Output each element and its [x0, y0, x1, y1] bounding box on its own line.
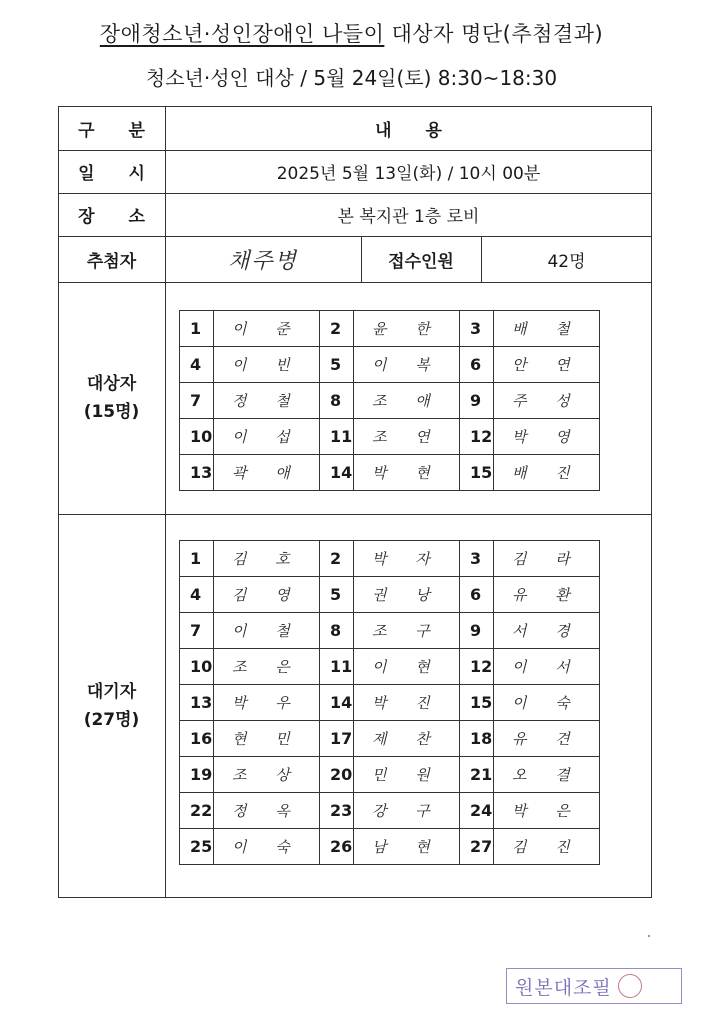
table-row: [180, 541, 600, 577]
entry-number: 6: [460, 577, 494, 613]
entry-number: 24: [460, 793, 494, 829]
entry-number: 3: [460, 311, 494, 347]
entry-name: 박 현: [354, 455, 460, 491]
entry-name: 조 애: [354, 383, 460, 419]
selected-count: (15명): [83, 402, 140, 422]
table-row: [180, 347, 600, 383]
document-title: [0, 18, 703, 48]
entry-number: 22: [180, 793, 214, 829]
entry-number: 20: [320, 757, 354, 793]
waiting-count: (27명): [83, 710, 140, 730]
entry-number: 17: [320, 721, 354, 757]
entry-name: 윤 한: [354, 311, 460, 347]
datetime-label: 일 시: [78, 164, 159, 184]
entry-number: 21: [460, 757, 494, 793]
table-row: [180, 721, 600, 757]
entry-name: 박 자: [354, 541, 460, 577]
table-row: [180, 311, 600, 347]
selected-table: [179, 310, 600, 491]
place-value: 본 복지관 1층 로비: [337, 207, 480, 227]
entry-name: 박 진: [354, 685, 460, 721]
table-row: [180, 685, 600, 721]
entry-name: 안 연: [494, 347, 600, 383]
entry-number: 1: [180, 311, 214, 347]
entry-name: 이 섭: [214, 419, 320, 455]
entry-name: 배 철: [494, 311, 600, 347]
title-suffix: 대상자 명단(추첨결과): [391, 22, 604, 46]
entry-number: 16: [180, 721, 214, 757]
place-label: 장 소: [78, 207, 159, 227]
entry-number: 14: [320, 685, 354, 721]
entry-name: 정 옥: [214, 793, 320, 829]
category-label: 구 분: [78, 120, 159, 141]
entry-number: 1: [180, 541, 214, 577]
entry-name: 이 철: [214, 613, 320, 649]
table-row: [180, 757, 600, 793]
entry-number: 7: [180, 383, 214, 419]
entry-number: 18: [460, 721, 494, 757]
waiting-label: [58, 514, 165, 898]
entry-number: 9: [460, 613, 494, 649]
drawer-signature: 채주병: [228, 248, 298, 274]
entry-name: 제 찬: [354, 721, 460, 757]
entry-name: 이 현: [354, 649, 460, 685]
table-row: [180, 419, 600, 455]
entry-name: 유 견: [494, 721, 600, 757]
entry-name: 오 결: [494, 757, 600, 793]
entry-name: 남 현: [354, 829, 460, 865]
entry-name: 서 경: [494, 613, 600, 649]
applicants-label: 접수인원: [388, 251, 454, 272]
entry-number: 6: [460, 347, 494, 383]
entry-number: 8: [320, 613, 354, 649]
applicants-value: 42명: [547, 251, 586, 272]
table-row: [180, 793, 600, 829]
entry-name: 김 라: [494, 541, 600, 577]
certified-copy-stamp: [506, 968, 682, 1004]
entry-number: 10: [180, 649, 214, 685]
entry-name: 이 빈: [214, 347, 320, 383]
entry-name: 정 철: [214, 383, 320, 419]
entry-number: 23: [320, 793, 354, 829]
table-row: [180, 613, 600, 649]
entry-name: 강 구: [354, 793, 460, 829]
entry-number: 13: [180, 455, 214, 491]
seal-icon: [618, 974, 642, 998]
entry-number: 15: [460, 685, 494, 721]
entry-name: 주 성: [494, 383, 600, 419]
drawer-label: 추첨자: [86, 251, 137, 272]
document-subtitle: 청소년·성인 대상 / 5월 24일(토) 8:30~18:30: [145, 66, 558, 90]
entry-number: 4: [180, 347, 214, 383]
entry-name: 곽 애: [214, 455, 320, 491]
title-event-name: 장애청소년·성인장애인 나들이: [99, 22, 385, 46]
table-row: [180, 577, 600, 613]
entry-number: 14: [320, 455, 354, 491]
entry-number: 2: [320, 311, 354, 347]
entry-name: 민 원: [354, 757, 460, 793]
speck: [648, 935, 650, 937]
entry-number: 25: [180, 829, 214, 865]
entry-name: 유 환: [494, 577, 600, 613]
entry-name: 조 은: [214, 649, 320, 685]
entry-number: 10: [180, 419, 214, 455]
entry-name: 이 숙: [494, 685, 600, 721]
entry-number: 7: [180, 613, 214, 649]
entry-name: 김 호: [214, 541, 320, 577]
entry-number: 13: [180, 685, 214, 721]
datetime-value: 2025년 5월 13일(화) / 10시 00분: [276, 164, 541, 184]
waiting-table: [179, 540, 600, 865]
entry-number: 12: [460, 419, 494, 455]
entry-name: 이 준: [214, 311, 320, 347]
entry-name: 이 복: [354, 347, 460, 383]
table-row: [180, 649, 600, 685]
entry-number: 9: [460, 383, 494, 419]
entry-name: 조 연: [354, 419, 460, 455]
entry-name: 김 진: [494, 829, 600, 865]
entry-number: 5: [320, 347, 354, 383]
entry-name: 조 구: [354, 613, 460, 649]
entry-name: 박 은: [494, 793, 600, 829]
entry-name: 이 서: [494, 649, 600, 685]
entry-name: 권 낭: [354, 577, 460, 613]
entry-name: 조 상: [214, 757, 320, 793]
entry-number: 8: [320, 383, 354, 419]
table-row: [180, 455, 600, 491]
table-row: [180, 383, 600, 419]
waiting-title: 대기자: [86, 682, 137, 702]
entry-number: 26: [320, 829, 354, 865]
content-label: 내 용: [375, 120, 456, 141]
entry-number: 11: [320, 649, 354, 685]
entry-name: 현 민: [214, 721, 320, 757]
entry-number: 19: [180, 757, 214, 793]
entry-number: 2: [320, 541, 354, 577]
selected-title: 대상자: [86, 374, 137, 394]
entry-number: 5: [320, 577, 354, 613]
entry-number: 11: [320, 419, 354, 455]
entry-number: 27: [460, 829, 494, 865]
table-row: [180, 829, 600, 865]
entry-name: 배 진: [494, 455, 600, 491]
entry-number: 4: [180, 577, 214, 613]
stamp-text: 원본대조필: [515, 976, 612, 999]
entry-name: 이 숙: [214, 829, 320, 865]
entry-name: 김 영: [214, 577, 320, 613]
entry-name: 박 영: [494, 419, 600, 455]
selected-label: [58, 282, 165, 514]
entry-number: 3: [460, 541, 494, 577]
entry-number: 15: [460, 455, 494, 491]
entry-number: 12: [460, 649, 494, 685]
entry-name: 박 우: [214, 685, 320, 721]
